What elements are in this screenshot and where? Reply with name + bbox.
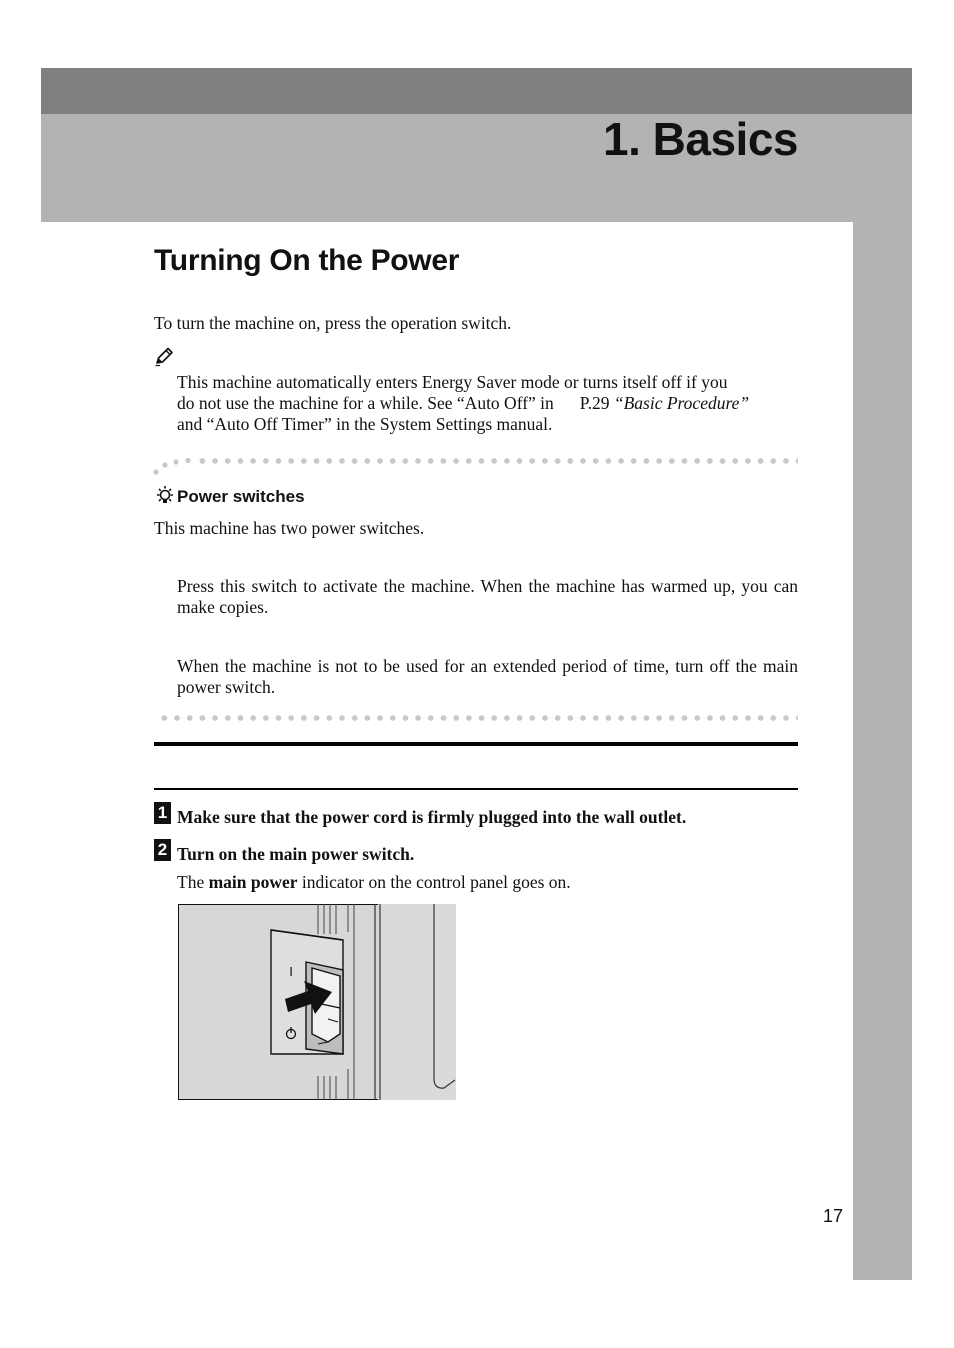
note-line-3: and “Auto Off Timer” in the System Settings manual. [177, 414, 553, 434]
tip-top-border [196, 458, 798, 464]
note-ref: P.29 [579, 393, 610, 413]
tip-border-curve [152, 458, 192, 488]
note-paragraph [177, 372, 798, 435]
tip-intro: This machine has two power switches. [154, 518, 425, 538]
step-2-text: Turn on the main power switch. [177, 844, 415, 864]
step-1-number: 1 [154, 802, 171, 824]
main-switch-description: When the machine is not to be used for an extended period of time, turn off the main power switch. [177, 656, 798, 697]
step-2-detail-suffix: indicator on the control panel goes on. [301, 872, 571, 892]
step-2-detail-prefix: The [177, 872, 205, 892]
lightbulb-icon [154, 485, 176, 507]
tip-bottom-border [158, 715, 798, 721]
page-number: 17 [823, 1206, 844, 1226]
pencil-icon [154, 347, 174, 367]
intro-text: To turn the machine on, press the operation switch. [154, 313, 512, 333]
chapter-title: 1. Basics [603, 113, 798, 165]
note-line-2 [177, 393, 798, 414]
section-rule-thick [154, 742, 798, 746]
header-band-dark [41, 68, 912, 114]
section-rule-thin [154, 788, 798, 790]
note-line-1: This machine automatically enters Energy Saver mode or turns itself off if you [177, 372, 728, 392]
main-power-label: main power [208, 872, 298, 892]
note-text-part: do not use the machine for a while. See “Auto Off” in [177, 393, 554, 413]
step-2-detail [177, 872, 571, 893]
step-1-text: Make sure that the power cord is firmly plugged into the wall outlet. [177, 807, 687, 827]
operation-switch-description: Press this switch to activate the machine. When the machine has warmed up, you can make copies. [177, 576, 798, 617]
step-2-number: 2 [154, 839, 171, 861]
side-tab-strip [853, 222, 912, 1280]
main-power-switch-illustration [178, 904, 456, 1100]
on-symbol: I [289, 964, 293, 979]
tip-title: Power switches [177, 487, 305, 506]
note-ref-title: “Basic Procedure” [613, 393, 750, 413]
section-title: Turning On the Power [154, 244, 460, 277]
